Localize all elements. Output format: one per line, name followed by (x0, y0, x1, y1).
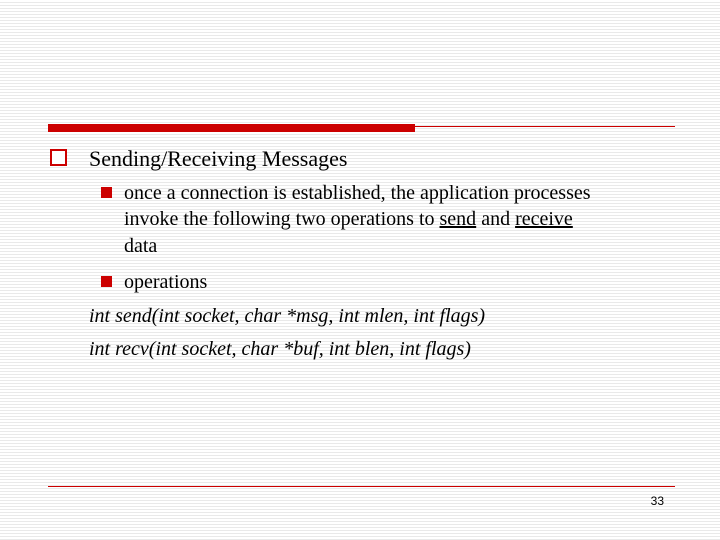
footer-rule (48, 486, 675, 487)
page-number: 33 (650, 494, 664, 508)
bullet-2-text: operations (124, 271, 208, 293)
bullet-1-line-3: data (124, 235, 158, 257)
bullet-1-line-1: once a connection is established, the application processes (124, 182, 591, 204)
slide-heading: Sending/Receiving Messages (89, 146, 348, 171)
send-signature: int send(int socket, char *msg, int mlen, int flags) (89, 305, 486, 327)
bullet-1-line-2 (124, 206, 573, 232)
hollow-square-bullet-icon (50, 149, 67, 166)
filled-square-bullet-icon (101, 187, 112, 198)
receive-word: receive (515, 208, 573, 230)
bullet-1-line-2-middle: and (476, 208, 516, 230)
recv-signature: int recv(int socket, char *buf, int blen, int flags) (89, 338, 471, 360)
title-rule-thick (48, 124, 415, 132)
title-rule-thin (415, 126, 675, 127)
filled-square-bullet-icon (101, 276, 112, 287)
send-word: send (439, 208, 477, 230)
bullet-1-line-2-start: invoke the following two operations to (124, 208, 440, 230)
